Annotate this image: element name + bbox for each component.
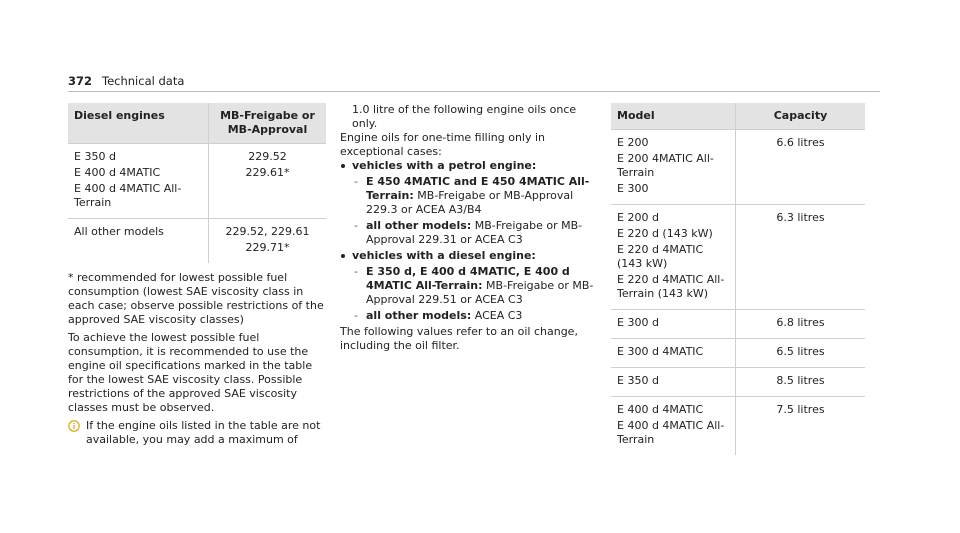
approval-value: 229.61* [245, 166, 290, 179]
item-text: MB-Freigabe or MB-Approval 229.3 or ACEA A3/B4 [366, 189, 574, 216]
engine-cell [68, 219, 209, 264]
footnote-block [68, 271, 330, 447]
footnote-star: * recommended for lowest possible fuel consumption (lowest SAE viscosity class in each case; observe possible restrictions of the approved SAE viscosity classes) [68, 271, 324, 326]
table-row [68, 144, 326, 219]
table-row [611, 130, 865, 205]
list-item [352, 219, 602, 247]
table-header-capacity: Capacity [736, 103, 866, 130]
list-item [352, 309, 602, 323]
list-item [340, 159, 602, 247]
section-title: Technical data [102, 74, 185, 88]
engine-type-list [340, 159, 602, 323]
model-cell [611, 339, 736, 368]
engine-cell [68, 144, 209, 219]
capacity-value: 7.5 litres [736, 397, 866, 456]
list-item [340, 249, 602, 323]
item-bold: E 350 d, E 400 d 4MATIC, E 400 d 4MATIC All-Terrain: [366, 265, 570, 292]
model-name: E 350 d [617, 374, 659, 387]
continued-text: 1.0 litre of the following engine oils once only. [352, 103, 577, 130]
diesel-sublist [352, 265, 602, 323]
table-header-model: Model [611, 103, 736, 130]
petrol-sublist [352, 175, 602, 247]
item-bold: all other models: [366, 219, 472, 232]
capacity-value: 8.5 litres [736, 368, 866, 397]
oil-info-column [340, 103, 602, 353]
model-name: E 300 [617, 182, 649, 195]
model-cell [611, 205, 736, 310]
header-divider [68, 91, 880, 92]
model-name: E 300 d [617, 316, 659, 329]
info-note [68, 419, 330, 447]
engine-name: E 400 d 4MATIC All-Terrain [74, 182, 182, 209]
capacity-value: 6.5 litres [736, 339, 866, 368]
engine-name: E 400 d 4MATIC [74, 166, 161, 179]
table-row [611, 310, 865, 339]
capacity-value: 6.3 litres [736, 205, 866, 310]
list-item [352, 175, 602, 217]
footnote-advice: To achieve the lowest possible fuel consumption, it is recommended to use the engine oil specifications marked in the table for the lowest SAE viscosity class. Possible restrictions of the approved SAE viscosity classes must be observed. [68, 331, 313, 414]
exception-intro: Engine oils for one-time filling only in exceptional cases: [340, 131, 546, 158]
model-name: E 300 d 4MATIC [617, 345, 704, 358]
page-header [68, 74, 184, 88]
note-text: If the engine oils listed in the table are not available, you may add a maximum of [86, 419, 321, 446]
table-row [611, 339, 865, 368]
diesel-label: vehicles with a diesel engine: [352, 249, 536, 262]
table-row [68, 219, 326, 264]
model-cell [611, 310, 736, 339]
diesel-approval-table [68, 103, 326, 263]
model-cell [611, 130, 736, 205]
item-bold: all other models: [366, 309, 472, 322]
capacity-value: 6.6 litres [736, 130, 866, 205]
approval-value: 229.52 [248, 150, 287, 163]
approval-value: 229.71* [245, 241, 290, 254]
table-row [611, 397, 865, 456]
approval-cell [209, 219, 327, 264]
model-name: E 200 4MATIC All-Terrain [617, 152, 714, 179]
model-cell [611, 368, 736, 397]
engine-name: All other models [74, 225, 164, 238]
capacity-value: 6.8 litres [736, 310, 866, 339]
table-row [611, 368, 865, 397]
item-bold: E 450 4MATIC and E 450 4MATIC All-Terrain: [366, 175, 590, 202]
table-header-diesel-engines: Diesel engines [68, 103, 209, 144]
page-number: 372 [68, 74, 93, 88]
model-cell [611, 397, 736, 456]
capacity-table [611, 103, 865, 455]
model-name: E 400 d 4MATIC All-Terrain [617, 419, 725, 446]
model-name: E 200 [617, 136, 649, 149]
list-item [352, 265, 602, 307]
model-name: E 200 d [617, 211, 659, 224]
model-name: E 220 d 4MATIC All-Terrain (143 kW) [617, 273, 725, 300]
item-text: MB-Freigabe or MB-Approval 229.31 or ACEA C3 [366, 219, 583, 246]
model-name: E 220 d (143 kW) [617, 227, 713, 240]
item-text: MB-Freigabe or MB-Approval 229.51 or ACEA C3 [366, 279, 594, 306]
petrol-label: vehicles with a petrol engine: [352, 159, 537, 172]
model-name: E 400 d 4MATIC [617, 403, 704, 416]
approval-cell [209, 144, 327, 219]
table-row [611, 205, 865, 310]
model-name: E 220 d 4MATIC (143 kW) [617, 243, 704, 270]
table-header-approval: MB-Freigabe or MB-Approval [209, 103, 327, 144]
info-circle-icon [68, 420, 80, 432]
item-text: ACEA C3 [471, 309, 523, 322]
closing-text: The following values refer to an oil change, including the oil filter. [340, 325, 578, 352]
approval-value: 229.52, 229.61 [225, 225, 310, 238]
engine-name: E 350 d [74, 150, 116, 163]
